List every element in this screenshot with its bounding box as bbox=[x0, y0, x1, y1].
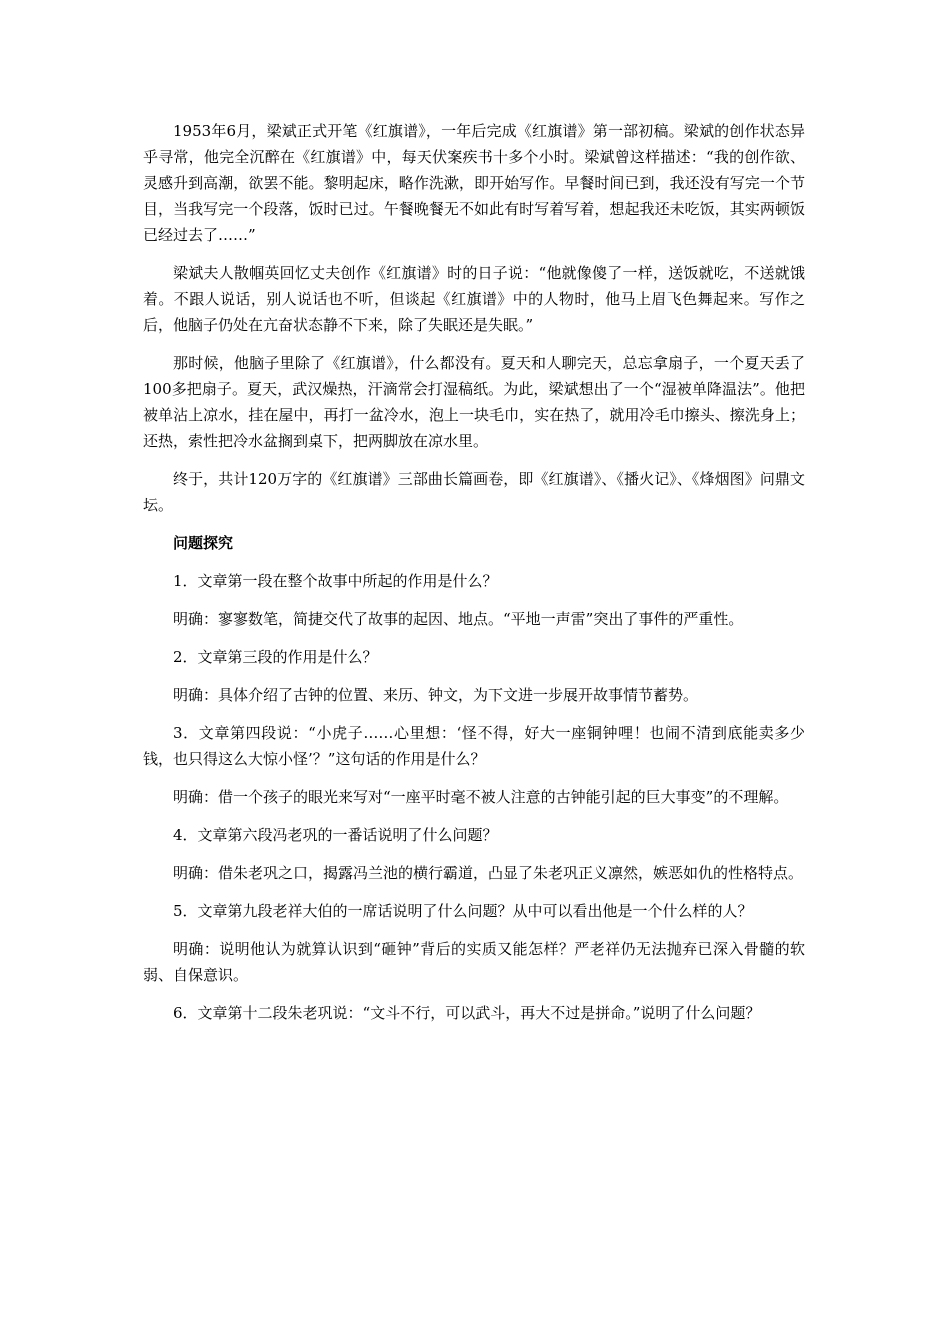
answer-5: 明确：说明他认为就算认识到“砸钟”背后的实质又能怎样？严老祥仍无法抛弃已深入骨髓的软弱、自保意识。 bbox=[143, 940, 805, 984]
question-5: 5．文章第九段老祥大伯的一席话说明了什么问题？从中可以看出他是一个什么样的人？ bbox=[173, 902, 753, 920]
qa-item-1 bbox=[143, 568, 805, 632]
answer-2: 明确：具体介绍了古钟的位置、来历、钟文，为下文进一步展开故事情节蓄势。 bbox=[173, 686, 699, 704]
answer-3: 明确：借一个孩子的眼光来写对“一座平时毫不被人注意的古钟能引起的巨大事变”的不理解。 bbox=[173, 788, 789, 806]
answer-1: 明确：寥寥数笔，简捷交代了故事的起因、地点。“平地一声雷”突出了事件的严重性。 bbox=[173, 610, 744, 628]
qa-item-3 bbox=[143, 720, 805, 810]
section-title: 问题探究 bbox=[173, 534, 234, 552]
paragraph-1: 1953年6月，梁斌正式开笔《红旗谱》，一年后完成《红旗谱》第一部初稿。梁斌的创作状态异乎寻常，他完全沉醉在《红旗谱》中，每天伏案疾书十多个小时。梁斌曾这样描述：“我的创作欲、灵感升到高潮，欲罢不能。黎明起床，略作洗漱，即开始写作。早餐时间已到，我还没有写完一个节目，当我写完一个段落，饭时已过。午餐晚餐无不如此有时写着写着，想起我还未吃饭，其实两顿饭已经过去了……” bbox=[143, 122, 805, 244]
question-3: 3．文章第四段说：“小虎子……心里想：‘怪不得，好大一座铜钟哩！也闹不清到底能卖多少钱，也只得这么大惊小怪’？”这句话的作用是什么？ bbox=[143, 724, 805, 768]
document-page bbox=[143, 118, 805, 1038]
question-4: 4．文章第六段冯老巩的一番话说明了什么问题？ bbox=[173, 826, 498, 844]
paragraph-3: 那时候，他脑子里除了《红旗谱》，什么都没有。夏天和人聊完天，总忘拿扇子，一个夏天丢了100多把扇子。夏天，武汉燥热，汗滴常会打湿稿纸。为此，梁斌想出了一个“湿被单降温法”。他把被单沾上凉水，挂在屋中，再打一盆冷水，泡上一块毛巾，实在热了，就用冷毛巾擦头、擦洗身上；还热，索性把冷水盆搁到桌下，把两脚放在凉水里。 bbox=[143, 354, 805, 450]
qa-item-5 bbox=[143, 898, 805, 988]
qa-item-6 bbox=[143, 1000, 805, 1026]
paragraph-4: 终于，共计120万字的《红旗谱》三部曲长篇画卷，即《红旗谱》、《播火记》、《烽烟图》问鼎文坛。 bbox=[143, 470, 805, 514]
paragraph-2: 梁斌夫人散帼英回忆丈夫创作《红旗谱》时的日子说：“他就像傻了一样，送饭就吃，不送就饿着。不跟人说话，别人说话也不听，但谈起《红旗谱》中的人物时，他马上眉飞色舞起来。写作之后，他脑子仍处在亢奋状态静不下来，除了失眠还是失眠。” bbox=[143, 264, 805, 334]
question-2: 2．文章第三段的作用是什么？ bbox=[173, 648, 378, 666]
question-6: 6．文章第十二段朱老巩说：“文斗不行，可以武斗，再大不过是拼命。”说明了什么问题？ bbox=[173, 1004, 761, 1022]
answer-4: 明确：借朱老巩之口，揭露冯兰池的横行霸道，凸显了朱老巩正义凛然，嫉恶如仇的性格特点。 bbox=[173, 864, 804, 882]
qa-item-4 bbox=[143, 822, 805, 886]
qa-item-2 bbox=[143, 644, 805, 708]
question-1: 1．文章第一段在整个故事中所起的作用是什么？ bbox=[173, 572, 498, 590]
